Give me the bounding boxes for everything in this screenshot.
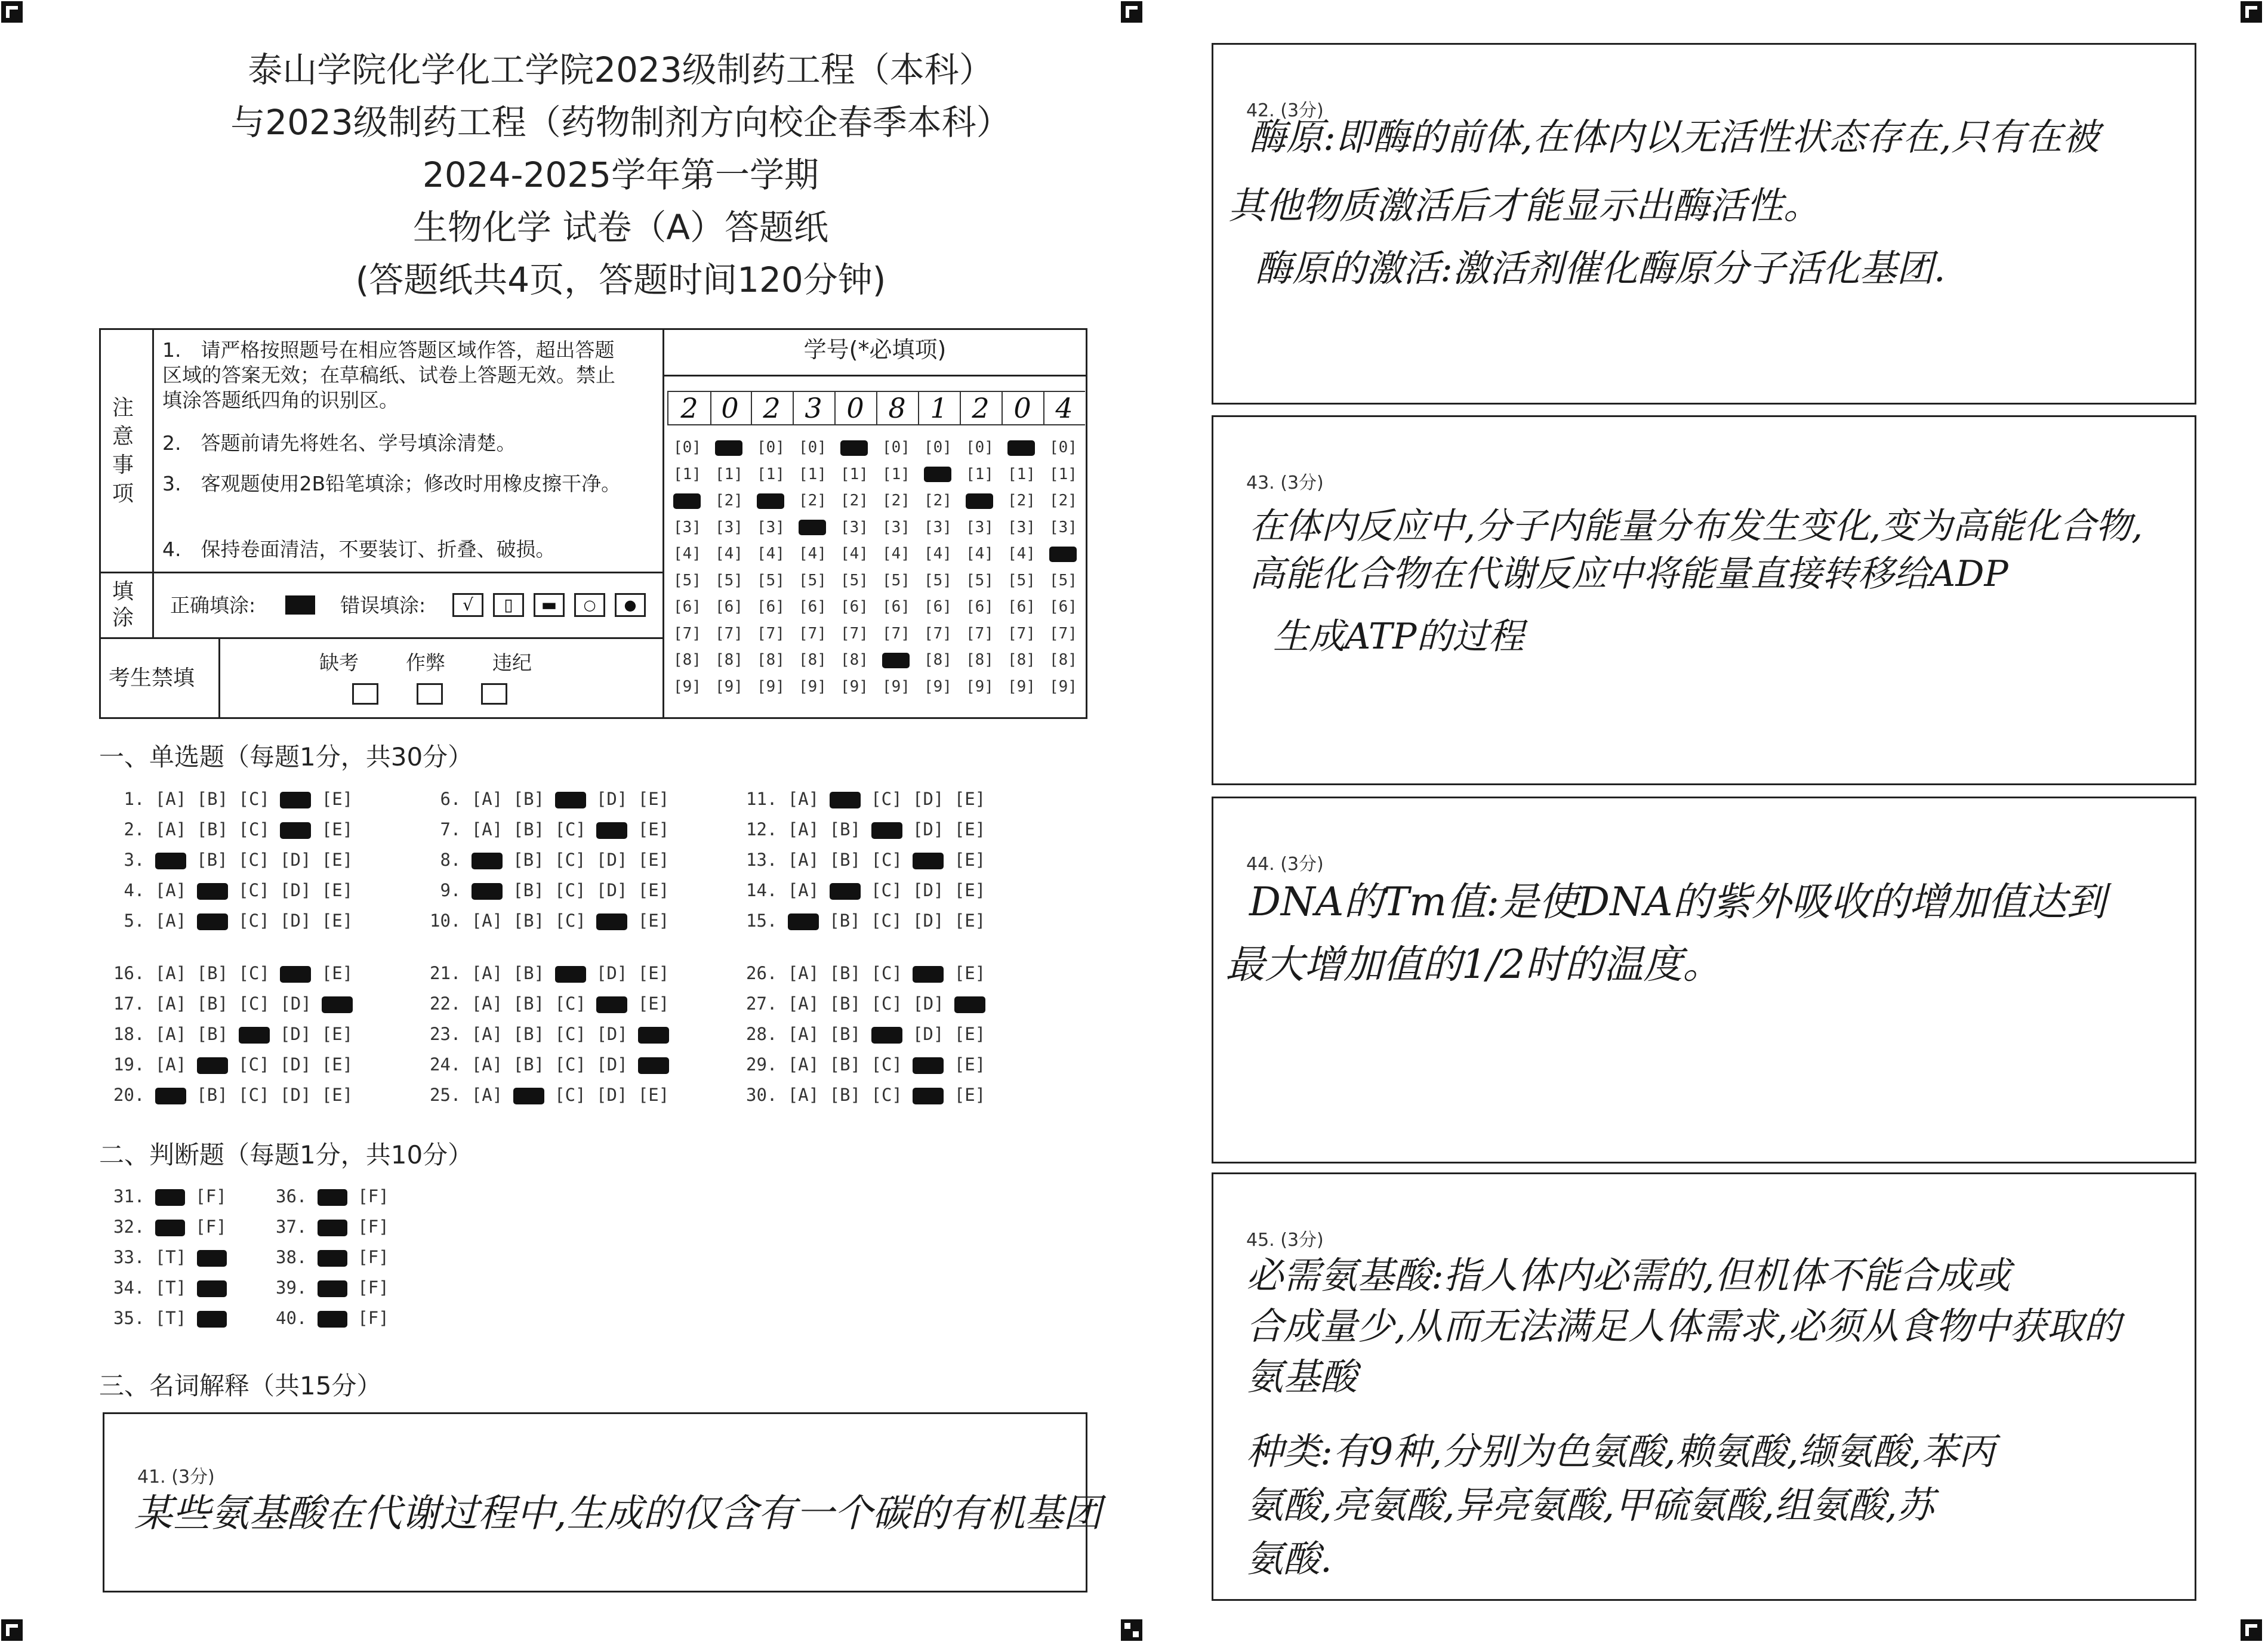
student-id-bubble[interactable]: [1]: [1007, 465, 1036, 483]
student-id-bubble[interactable]: [799, 519, 826, 536]
registration-mark-icon: [0, 1618, 24, 1642]
student-id-bubble[interactable]: [5]: [882, 571, 910, 590]
registration-mark-icon: [0, 0, 24, 24]
registration-mark-icon: [1120, 1618, 1144, 1642]
student-id-bubble[interactable]: [7]: [840, 624, 868, 643]
student-id-bubble[interactable]: [882, 651, 910, 669]
student-id-bubble[interactable]: [0]: [757, 439, 785, 456]
forbid-absent-label: 缺考: [319, 651, 359, 674]
student-id-bubble[interactable]: [1007, 439, 1035, 456]
q45-answer-box[interactable]: [1212, 1172, 2196, 1601]
tf-question-row[interactable]: 31. [F]: [113, 1186, 238, 1206]
q43-answer-box[interactable]: [1212, 415, 2196, 785]
forbid-violation-label: 违纪: [492, 651, 532, 674]
student-id-bubble[interactable]: [7]: [924, 624, 952, 643]
wrong-mark-circle: ○: [574, 593, 605, 617]
student-id-bubble[interactable]: [4]: [840, 545, 868, 563]
mc-question-row[interactable]: 7. [A] [B] [C] [E]: [430, 819, 680, 840]
student-id-bubble[interactable]: [3]: [1007, 518, 1036, 536]
student-id-digit: 4: [1043, 391, 1085, 425]
student-id-bubble[interactable]: [6]: [882, 598, 910, 616]
student-id-bubble[interactable]: [6]: [757, 598, 785, 616]
tf-question-row[interactable]: 32. [F]: [113, 1217, 238, 1237]
student-id-bubble[interactable]: [7]: [799, 624, 827, 643]
student-id-bubble[interactable]: [924, 465, 951, 483]
student-id-bubble[interactable]: [4]: [966, 545, 994, 563]
student-id-bubble[interactable]: [5]: [1049, 571, 1077, 590]
q45-label: 45. (3分): [1246, 1230, 1324, 1251]
section1-title: 一、单选题（每题1分，共30分）: [99, 742, 473, 771]
tf-question-row[interactable]: 34. [T]: [113, 1277, 237, 1298]
exam-title-line2: 与2023级制药工程（药物制剂方向校企春季本科）: [230, 102, 1011, 143]
registration-mark-icon: [1120, 0, 1144, 24]
student-id-bubble[interactable]: [8]: [924, 651, 952, 669]
mc-question-row[interactable]: 11. [A] [C] [D] [E]: [746, 789, 996, 809]
tf-question-row[interactable]: 38. [F]: [276, 1247, 400, 1267]
q44-answer-line2: 最大增加值的1/2时的温度。: [1225, 942, 1722, 987]
student-id-bubble[interactable]: [7]: [1007, 624, 1036, 643]
student-id-bubble[interactable]: [1049, 545, 1077, 563]
mc-question-row[interactable]: 19. [A] [C] [D] [E]: [113, 1054, 363, 1075]
student-id-digit: 0: [709, 391, 752, 425]
student-id-bubble[interactable]: [1]: [799, 465, 827, 483]
student-id-digit: 3: [793, 391, 836, 425]
student-id-bubble[interactable]: [3]: [840, 518, 868, 536]
student-id-bubble[interactable]: [5]: [799, 571, 827, 590]
student-id-bubble[interactable]: [7]: [673, 624, 701, 643]
mc-question-row[interactable]: 13. [A] [B] [C] [E]: [746, 850, 996, 870]
notice-item-3: 3. 客观题使用2B铅笔填涂；修改时用橡皮擦干净。: [162, 472, 621, 495]
student-id-bubble[interactable]: [0]: [882, 439, 910, 456]
student-id-bubble[interactable]: [6]: [715, 598, 743, 616]
wrong-mark-dash: ▬: [534, 593, 565, 617]
student-id-bubble[interactable]: [4]: [882, 545, 910, 563]
forbid-violation-checkbox[interactable]: [481, 683, 507, 705]
q42-label: 42. (3分): [1246, 100, 1324, 121]
q45-answer-line3: 氨基酸: [1246, 1355, 1358, 1399]
student-id-digit: 2: [751, 391, 794, 425]
student-id-bubble[interactable]: [9]: [1007, 677, 1036, 696]
student-id-bubble[interactable]: [7]: [715, 624, 743, 643]
fill-label: 填涂: [112, 579, 134, 630]
student-id-bubble[interactable]: [6]: [1007, 598, 1036, 616]
mc-question-row[interactable]: 5. [A] [C] [D] [E]: [113, 911, 363, 931]
wrong-fill-label: 错误填涂:: [340, 594, 426, 617]
student-id-bubble[interactable]: [5]: [840, 571, 868, 590]
student-id-bubble[interactable]: [3]: [924, 518, 952, 536]
student-id-bubble[interactable]: [4]: [799, 545, 827, 563]
mc-question-row[interactable]: 25. [A] [C] [D] [E]: [430, 1085, 680, 1105]
exam-title-line3: 2024-2025学年第一学期: [422, 155, 819, 195]
q41-label: 41. (3分): [137, 1467, 215, 1487]
student-id-bubble[interactable]: [3]: [966, 518, 994, 536]
notice-item-1: 1. 请严格按照题号在相应答题区域作答，超出答题区域的答案无效；在草稿纸、试卷上答题无效。禁止填涂答题纸四角的识别区。: [162, 338, 615, 412]
student-id-digit: 1: [918, 391, 961, 425]
mc-question-row[interactable]: 30. [A] [B] [C] [E]: [746, 1085, 996, 1105]
exam-title-line5: (答题纸共4页，答题时间120分钟): [355, 260, 886, 300]
student-id-bubble[interactable]: [8]: [840, 651, 868, 669]
mc-question-row[interactable]: 1. [A] [B] [C] [E]: [113, 789, 363, 809]
q41-handwritten-answer: 某些氨基酸在代谢过程中,生成的仅含有一个碳的有机基团: [134, 1492, 1102, 1536]
wrong-mark-check: √: [452, 593, 483, 617]
tf-question-row[interactable]: 36. [F]: [276, 1186, 400, 1206]
mc-question-row[interactable]: 29. [A] [B] [C] [E]: [746, 1054, 996, 1075]
student-id-bubble[interactable]: [0]: [924, 439, 952, 456]
student-id-bubble[interactable]: [4]: [924, 545, 952, 563]
student-id-bubble[interactable]: [1]: [757, 465, 785, 483]
q45-answer-line1: 必需氨基酸:指人体内必需的,但机体不能合成或: [1246, 1254, 2011, 1297]
student-id-bubble[interactable]: [9]: [1049, 677, 1077, 696]
tf-question-row[interactable]: 40. [F]: [276, 1308, 400, 1328]
mc-question-row[interactable]: 15. [B] [C] [D] [E]: [746, 911, 996, 931]
student-id-bubble[interactable]: [9]: [966, 677, 994, 696]
student-id-bubble[interactable]: [2]: [715, 492, 743, 510]
wrong-mark-bar: ▯: [493, 593, 524, 617]
notice-item-4: 4. 保持卷面清洁，不要装订、折叠、破损。: [162, 538, 556, 561]
student-id-bubble[interactable]: [9]: [882, 677, 910, 696]
student-id-bubble[interactable]: [8]: [799, 651, 827, 669]
mc-question-row[interactable]: 27. [A] [B] [C] [D]: [746, 993, 996, 1014]
mc-question-row[interactable]: 18. [A] [B] [D] [E]: [113, 1024, 363, 1044]
student-id-bubble[interactable]: [4]: [1007, 545, 1036, 563]
student-id-bubble[interactable]: [5]: [673, 571, 701, 590]
student-id-bubble[interactable]: [3]: [757, 518, 785, 536]
q43-label: 43. (3分): [1246, 473, 1324, 493]
student-id-bubble[interactable]: [6]: [924, 598, 952, 616]
q44-answer-line1: DNA的Tm值:是使DNA的紫外吸收的增加值达到: [1249, 879, 2106, 925]
student-id-bubble[interactable]: [715, 439, 742, 456]
q43-answer-line3: 生成ATP的过程: [1273, 616, 1524, 658]
student-id-bubble[interactable]: [7]: [757, 624, 785, 643]
student-id-bubble[interactable]: [9]: [757, 677, 785, 696]
student-id-bubble[interactable]: [8]: [1007, 651, 1036, 669]
mc-question-row[interactable]: 16. [A] [B] [C] [E]: [113, 963, 363, 983]
forbid-label: 考生禁填: [109, 666, 195, 690]
student-id-bubble[interactable]: [5]: [924, 571, 952, 590]
student-id-bubble[interactable]: [0]: [966, 439, 994, 456]
mc-question-row[interactable]: 10. [A] [B] [C] [E]: [430, 911, 680, 931]
q44-label: 44. (3分): [1246, 854, 1324, 875]
correct-fill-label: 正确填涂:: [170, 594, 256, 617]
student-id-bubble[interactable]: [6]: [799, 598, 827, 616]
q45-answer-line6: 氨酸.: [1246, 1537, 1332, 1581]
student-id-bubble[interactable]: [6]: [673, 598, 701, 616]
student-id-bubble[interactable]: [840, 439, 868, 456]
mc-question-row[interactable]: 3. [B] [C] [D] [E]: [113, 850, 363, 870]
student-id-bubble[interactable]: [8]: [673, 651, 701, 669]
student-id-bubble[interactable]: [1]: [882, 465, 910, 483]
student-id-bubble[interactable]: [3]: [1049, 518, 1077, 536]
mc-question-row[interactable]: 26. [A] [B] [C] [E]: [746, 963, 996, 983]
mc-question-row[interactable]: 22. [A] [B] [C] [E]: [430, 993, 680, 1014]
student-id-bubble[interactable]: [8]: [1049, 651, 1077, 669]
student-id-bubble[interactable]: [673, 492, 701, 510]
wrong-mark-dot: ●: [615, 593, 646, 617]
q43-answer-line1: 在体内反应中,分子内能量分布发生变化,变为高能化合物,: [1249, 505, 2143, 547]
forbid-absent-checkbox[interactable]: [352, 683, 378, 705]
forbid-cheat-label: 作弊: [406, 651, 445, 674]
registration-mark-icon: [2239, 0, 2263, 24]
mc-question-row[interactable]: 9. [B] [C] [D] [E]: [430, 880, 680, 900]
registration-mark-icon: [2239, 1618, 2263, 1642]
student-id-bubble[interactable]: [1]: [1049, 465, 1077, 483]
student-id-bubble[interactable]: [5]: [715, 571, 743, 590]
forbid-cheat-checkbox[interactable]: [417, 683, 443, 705]
student-id-digit: 8: [876, 391, 919, 425]
student-id-bubble[interactable]: [0]: [673, 439, 701, 456]
student-id-bubble[interactable]: [1]: [966, 465, 994, 483]
student-id-bubble[interactable]: [5]: [966, 571, 994, 590]
q42-answer-line1: 酶原:即酶的前体,在体内以无活性状态存在,只有在被: [1249, 115, 2100, 159]
student-id-bubble[interactable]: [3]: [715, 518, 743, 536]
student-id-bubble[interactable]: [6]: [966, 598, 994, 616]
tf-question-row[interactable]: 37. [F]: [276, 1217, 400, 1237]
q43-answer-line2: 高能化合物在代谢反应中将能量直接转移给ADP: [1249, 553, 2008, 595]
q42-answer-line3: 酶原的激活:激活剂催化酶原分子活化基团.: [1255, 246, 1946, 290]
student-id-digit: 2: [960, 391, 1003, 425]
student-id-bubble[interactable]: [4]: [757, 545, 785, 563]
student-id-bubble[interactable]: [2]: [1007, 492, 1036, 510]
mc-question-row[interactable]: 28. [A] [B] [D] [E]: [746, 1024, 996, 1044]
student-id-bubble[interactable]: [9]: [799, 677, 827, 696]
student-id-bubble[interactable]: [2]: [840, 492, 868, 510]
q41-answer-box[interactable]: [103, 1412, 1102, 1592]
student-id-bubble[interactable]: [7]: [882, 624, 910, 643]
student-id-bubble[interactable]: [4]: [715, 545, 743, 563]
student-id-bubble[interactable]: [8]: [757, 651, 785, 669]
student-id-bubble[interactable]: [9]: [715, 677, 743, 696]
student-id-bubble[interactable]: [966, 492, 993, 510]
student-id-bubble[interactable]: [6]: [1049, 598, 1077, 616]
student-id-bubble[interactable]: [757, 492, 784, 510]
tf-question-row[interactable]: 33. [T]: [113, 1247, 237, 1267]
student-id-digit: 0: [1002, 391, 1044, 425]
mc-question-row[interactable]: 14. [A] [C] [D] [E]: [746, 880, 996, 900]
student-id-bubble[interactable]: [1]: [840, 465, 868, 483]
notice-item-2: 2. 答题前请先将姓名、学号填涂清楚。: [162, 431, 516, 455]
q42-answer-line2: 其他物质激活后才能显示出酶活性。: [1228, 184, 1821, 227]
student-id-bubble[interactable]: [8]: [966, 651, 994, 669]
exam-title-line4: 生物化学 试卷（A）答题纸: [412, 207, 829, 248]
student-id-bubble[interactable]: [0]: [799, 439, 827, 456]
wrong-fill-samples: [452, 593, 646, 617]
student-id-bubble[interactable]: [2]: [924, 492, 952, 510]
student-id-bubble[interactable]: [1]: [673, 465, 701, 483]
mc-question-row[interactable]: 4. [A] [C] [D] [E]: [113, 880, 363, 900]
student-id-bubble[interactable]: [5]: [757, 571, 785, 590]
student-id-bubble[interactable]: [5]: [1007, 571, 1036, 590]
correct-fill-sample: [285, 595, 315, 615]
mc-question-row[interactable]: 24. [A] [B] [C] [D]: [430, 1054, 680, 1075]
student-id-bubble[interactable]: [4]: [673, 545, 701, 563]
student-id-digit: 2: [667, 391, 711, 425]
q42-answer-box[interactable]: [1212, 43, 2196, 405]
mc-question-row[interactable]: 6. [A] [B] [D] [E]: [430, 789, 680, 809]
student-id-bubble[interactable]: [0]: [1049, 439, 1077, 456]
exam-title-line1: 泰山学院化学化工学院2023级制药工程（本科）: [248, 50, 994, 90]
student-id-bubble[interactable]: [7]: [966, 624, 994, 643]
mc-question-row[interactable]: 20. [B] [C] [D] [E]: [113, 1085, 363, 1105]
student-id-bubble[interactable]: [8]: [715, 651, 743, 669]
mc-question-row[interactable]: 17. [A] [B] [C] [D]: [113, 993, 363, 1014]
student-id-bubble[interactable]: [3]: [882, 518, 910, 536]
student-id-bubble[interactable]: [6]: [840, 598, 868, 616]
q45-answer-line4: 种类:有9种,分别为色氨酸,赖氨酸,缬氨酸,苯丙: [1246, 1430, 1996, 1473]
student-id-bubble[interactable]: [2]: [1049, 492, 1077, 510]
mc-question-row[interactable]: 12. [A] [B] [D] [E]: [746, 819, 996, 840]
student-id-bubble[interactable]: [9]: [924, 677, 952, 696]
student-id-bubble[interactable]: [2]: [882, 492, 910, 510]
tf-question-row[interactable]: 39. [F]: [276, 1277, 400, 1298]
student-id-digit: 0: [834, 391, 877, 425]
student-id-bubble[interactable]: [7]: [1049, 624, 1077, 643]
section2-title: 二、判断题（每题1分，共10分）: [99, 1140, 473, 1169]
section3-title: 三、名词解释（共15分）: [99, 1371, 382, 1400]
student-id-bubble[interactable]: [1]: [715, 465, 743, 483]
notice-side-label: 注意事项: [112, 396, 134, 506]
q44-answer-box[interactable]: [1212, 797, 2196, 1163]
q45-answer-line2: 合成量少,从而无法满足人体需求,必须从食物中获取的: [1246, 1304, 2121, 1348]
mc-question-row[interactable]: 8. [B] [C] [D] [E]: [430, 850, 680, 870]
student-id-bubble[interactable]: [2]: [799, 492, 827, 510]
student-id-bubble[interactable]: [3]: [673, 518, 701, 536]
student-id-bubble[interactable]: [9]: [673, 677, 701, 696]
student-id-bubble[interactable]: [9]: [840, 677, 868, 696]
student-id-title: 学号(*必填项): [803, 337, 947, 363]
mc-question-row[interactable]: 23. [A] [B] [C] [D]: [430, 1024, 680, 1044]
mc-question-row[interactable]: 2. [A] [B] [C] [E]: [113, 819, 363, 840]
q45-answer-line5: 氨酸,亮氨酸,异亮氨酸,甲硫氨酸,组氨酸,苏: [1246, 1483, 1934, 1527]
tf-question-row[interactable]: 35. [T]: [113, 1308, 237, 1328]
mc-question-row[interactable]: 21. [A] [B] [D] [E]: [430, 963, 680, 983]
